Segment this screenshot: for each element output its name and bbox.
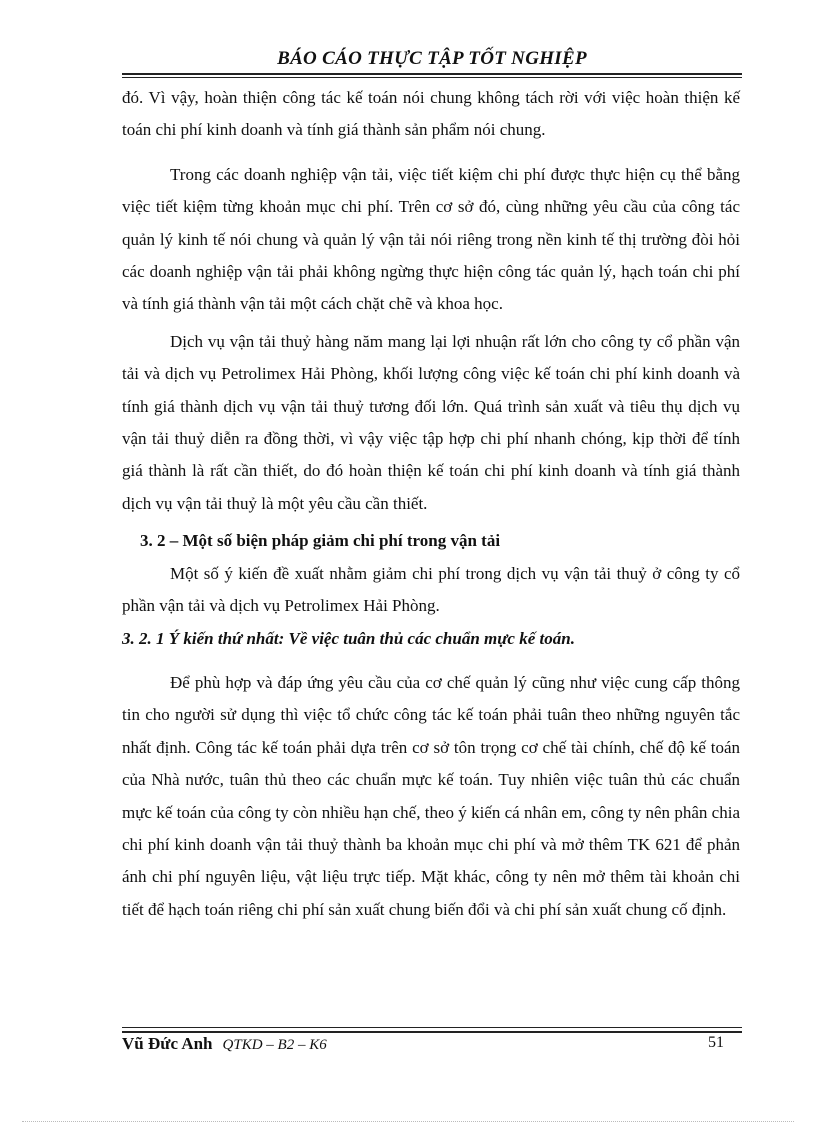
paragraph-4: Một số ý kiến đề xuất nhằm giảm chi phí trong dịch vụ vận tải thuỷ ở công ty cổ phần vận tải và dịch vụ Petrolimex Hải Phòng.: [122, 563, 740, 616]
paragraph-3: Dịch vụ vận tải thuỷ hàng năm mang lại lợi nhuận rất lớn cho công ty cổ phần vận tải và dịch vụ Petrolimex Hải Phòng, khối lượng công việc kế toán chi phí kinh doanh và tính giá thành dịch vụ vận tải thuỷ tương đối lớn. Quá trình sản xuất và tiêu thụ dịch vụ vận tải thuỷ diễn ra đồng thời, vì vậy việc tập hợp chi phí nhanh chóng, kịp thời để tính giá thành là rất cần thiết, do đó hoàn thiện kế toán chi phí kinh doanh và tính giá thành dịch vụ vận tải thuỷ là một yêu cầu cần thiết.: [122, 331, 740, 513]
footer-rule-top: [122, 1027, 742, 1028]
page-footer: [122, 1034, 742, 1058]
header-rule-top: [122, 73, 742, 75]
footer-class: QTKD – B2 – K6: [222, 1037, 327, 1053]
paragraph-5: Để phù hợp và đáp ứng yêu cầu của cơ chế quản lý cũng như việc cung cấp thông tin cho người sử dụng thì việc tổ chức công tác kế toán phải tuân theo những nguyên tắc nhất định. Công tác kế toán phải dựa trên cơ sở tôn trọng cơ chế tài chính, chế độ kế toán của Nhà nước, tuân thủ theo các chuẩn mực kế toán. Tuy nhiên việc tuân thủ các chuẩn mực kế toán của công ty còn nhiều hạn chế, theo ý kiến cá nhân em, công ty nên phân chia chi phí kinh doanh vận tải thuỷ thành ba khoản mục chi phí và mở thêm TK 621 để phản ánh chi phí nguyên liệu, vật liệu trực tiếp. Mặt khác, công ty nên mở thêm tài khoản chi tiết để hạch toán riêng chi phí sản xuất chung biến đổi và chi phí sản xuất chung cố định.: [122, 672, 740, 919]
header-rule-bottom: [122, 77, 742, 78]
page-bottom-divider: [22, 1121, 794, 1122]
subsection-heading: 3. 2. 1 Ý kiến thứ nhất: Về việc tuân thủ các chuẩn mực kế toán.: [122, 628, 575, 648]
footer-author: Vũ Đức Anh: [122, 1034, 213, 1053]
body-content: [122, 82, 740, 926]
paragraph-2: Trong các doanh nghiệp vận tải, việc tiết kiệm chi phí được thực hiện cụ thể bằng việc tiết kiệm từng khoản mục chi phí. Trên cơ sở đó, cùng những yêu cầu của công tác quản lý kinh tế nói chung và quản lý vận tải nói riêng trong nền kinh tế thị trường đòi hỏi các doanh nghiệp vận tải phải không ngừng thực hiện công tác quản lý, hạch toán chi phí và tính giá thành vận tải một cách chặt chẽ và khoa học.: [122, 164, 740, 314]
page-header-title: BÁO CÁO THỰC TẬP TỐT NGHIỆP: [277, 48, 587, 69]
footer-rule-bottom: [122, 1031, 742, 1033]
section-heading: 3. 2 – Một số biện pháp giảm chi phí trong vận tải: [140, 531, 501, 551]
page-number: 51: [708, 1034, 724, 1051]
paragraph-1: đó. Vì vậy, hoàn thiện công tác kế toán nói chung không tách rời với việc hoàn thiện kế toán chi phí kinh doanh và tính giá thành sản phẩm nói chung.: [122, 88, 740, 140]
